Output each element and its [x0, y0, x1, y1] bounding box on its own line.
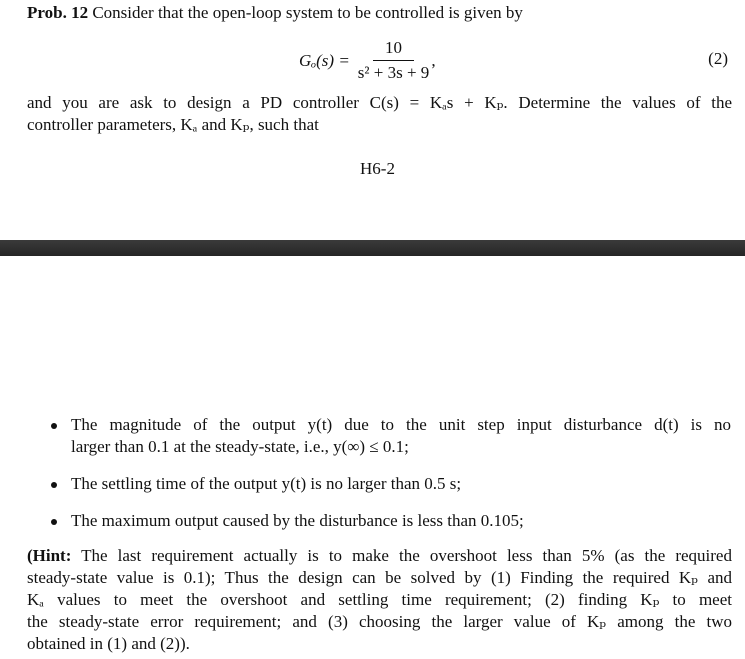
equation-denominator: s² + 3s + 9 — [357, 63, 430, 82]
page-divider — [0, 240, 745, 256]
hint-text: The last requirement actually is to make the overshoot less than 5% (as the required — [81, 546, 732, 565]
problem-label: Prob. 12 — [27, 3, 89, 22]
page-reference: H6-2 — [360, 159, 395, 178]
paragraph-line-1: and you are ask to design a PD controller C(s) = Kₐs + Kₚ. Determine the values of the — [27, 93, 732, 112]
hint-line: the steady-state error requirement; and (3) choosing the larger value of Kₚ among the two — [27, 612, 732, 631]
requirement-item — [51, 473, 731, 495]
problem-statement — [27, 2, 732, 134]
requirement-item — [51, 414, 731, 458]
requirement-line: The magnitude of the output y(t) due to the unit step input disturbance d(t) is no — [71, 415, 731, 434]
hint-line: Kₐ values to meet the overshoot and settling time requirement; (2) finding Kₚ to meet — [27, 590, 732, 609]
requirements-list — [51, 414, 731, 547]
paragraph-line-2: controller parameters, Kₐ and Kₚ, such that — [27, 115, 319, 134]
equation-numerator: 10 — [373, 38, 414, 61]
hint-line: obtained in (1) and (2)). — [27, 634, 190, 653]
equation-trailing: , — [431, 50, 436, 70]
hint-label: (Hint: — [27, 546, 72, 565]
equation-number: (2) — [708, 49, 728, 68]
problem-paragraph — [27, 92, 732, 136]
hint-line: steady-state value is 0.1); Thus the design can be solved by (1) Finding the required Kₚ and — [27, 568, 732, 587]
equation-lhs: Gₒ(s) = — [299, 50, 350, 70]
requirement-line: larger than 0.1 at the steady-state, i.e., y(∞) ≤ 0.1; — [71, 437, 409, 456]
problem-intro: Consider that the open-loop system to be controlled is given by — [92, 3, 523, 22]
hint-block — [27, 545, 732, 655]
problem-heading-line — [27, 2, 732, 24]
equation-body — [299, 38, 436, 83]
bullet-icon — [51, 423, 57, 429]
hint-line — [27, 545, 732, 567]
bullet-icon — [51, 519, 57, 525]
requirement-line: The settling time of the output y(t) is no larger than 0.5 s; — [71, 474, 462, 493]
requirement-line: The maximum output caused by the disturbance is less than 0.105; — [71, 511, 524, 530]
equation-fraction — [358, 38, 430, 83]
requirement-item — [51, 510, 731, 532]
transfer-function-equation — [27, 36, 732, 88]
bullet-icon — [51, 482, 57, 488]
